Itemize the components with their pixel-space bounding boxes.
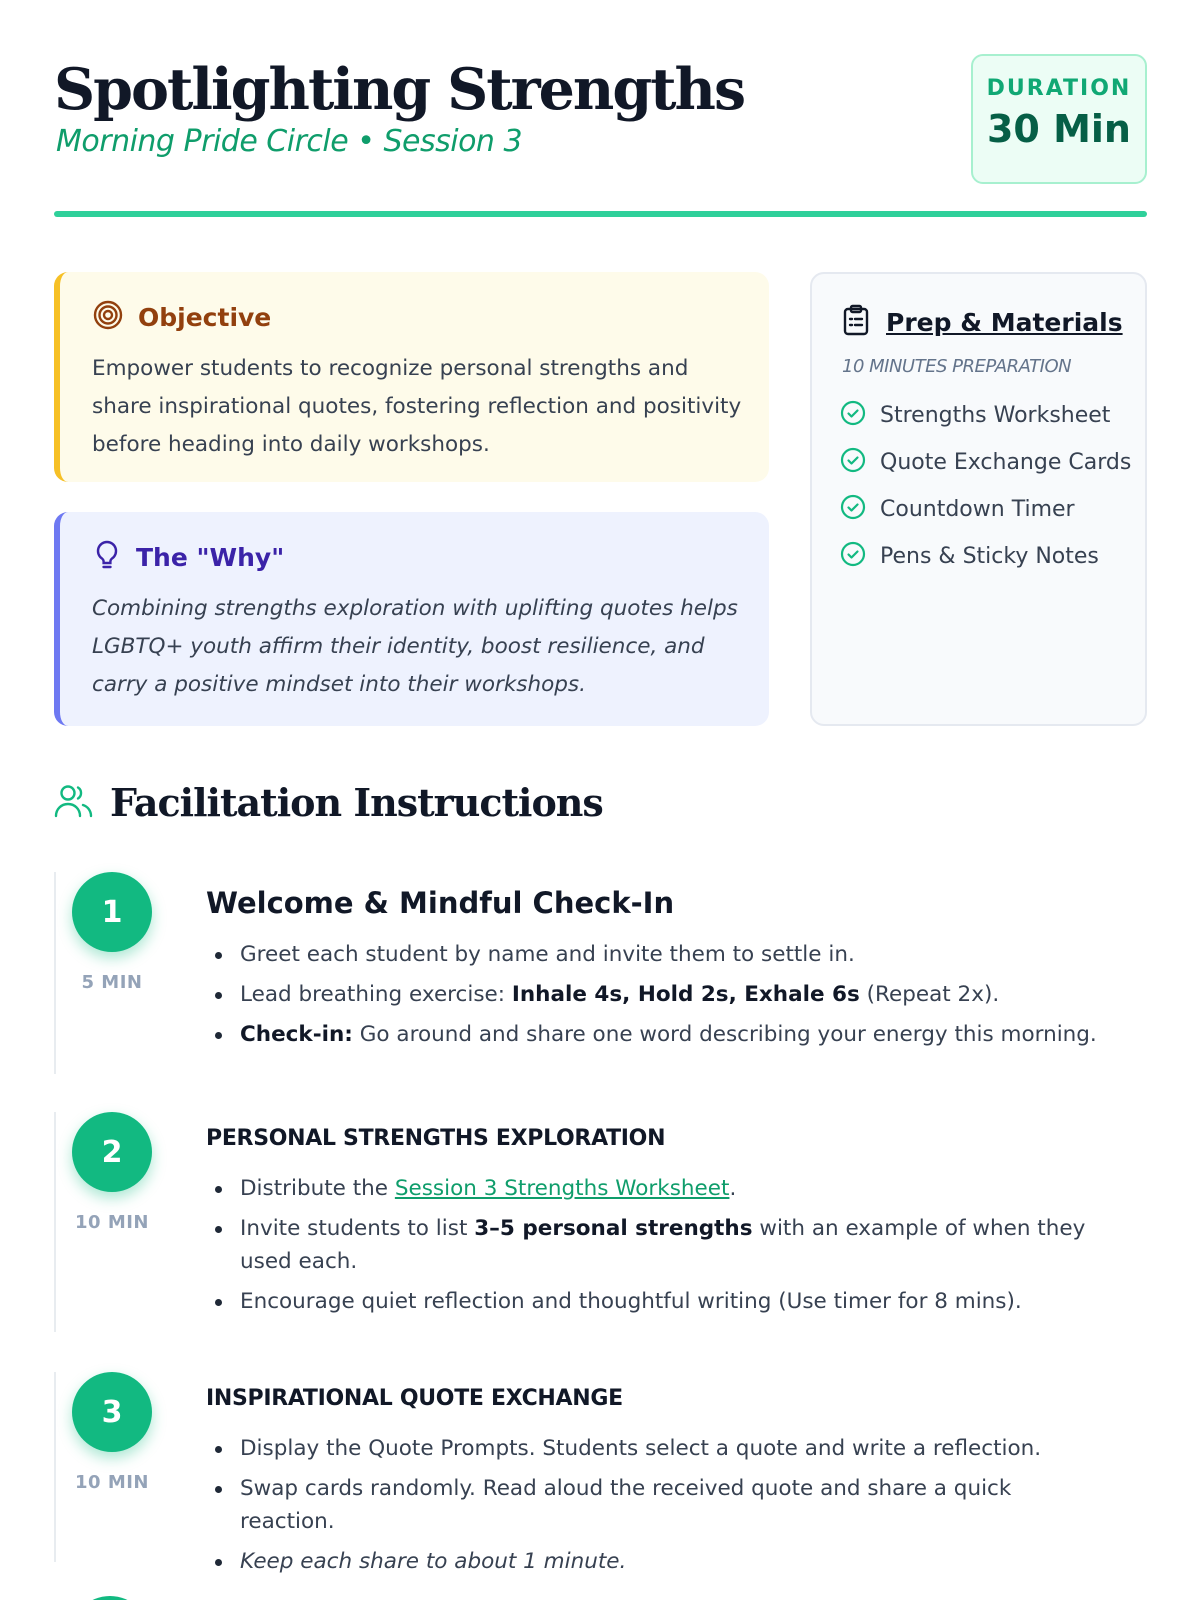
step-title: INSPIRATIONAL QUOTE EXCHANGE (206, 1386, 623, 1411)
list-item: Encourage quiet reflection and thoughtful writing (Use timer for 8 mins). (206, 1285, 1106, 1318)
step-3 (54, 1372, 1147, 1574)
list-item: Swap cards randomly. Read aloud the received quote and share a quick reaction. (206, 1472, 1106, 1538)
facilitation-heading-row (54, 780, 603, 825)
prep-subheading: 10 MINUTES PREPARATION (842, 356, 1072, 377)
prep-materials-card (810, 272, 1147, 726)
prep-item-label: Pens & Sticky Notes (880, 544, 1099, 569)
prep-heading[interactable]: Prep & Materials (886, 307, 1123, 337)
check-circle-icon (840, 400, 866, 432)
step-duration: 10 MIN (75, 1212, 149, 1233)
section-title: Facilitation Instructions (110, 780, 603, 825)
step-duration: 10 MIN (75, 1472, 149, 1493)
list-item: Invite students to list 3–5 personal strengths with an example of when they used each. (206, 1212, 1106, 1278)
list-item (840, 439, 1131, 486)
prep-header (842, 304, 1123, 340)
list-item: Keep each share to about 1 minute. (206, 1545, 1106, 1578)
users-icon (54, 783, 94, 823)
step-1 (54, 872, 1147, 1074)
list-item: Greet each student by name and invite them to settle in. (206, 938, 1106, 971)
check-circle-icon (840, 494, 866, 526)
step-bullets (206, 1432, 1106, 1585)
header-divider (54, 211, 1147, 217)
objective-header (92, 299, 271, 335)
step-bullets (206, 938, 1106, 1058)
why-card (54, 512, 769, 726)
objective-text: Empower students to recognize personal strengths and share inspirational quotes, fostering reflection and positivity before heading into daily workshops. (92, 356, 742, 457)
check-circle-icon (840, 541, 866, 573)
clipboard-icon (842, 304, 870, 340)
list-item (840, 533, 1131, 580)
step-2 (54, 1112, 1147, 1332)
target-icon (92, 299, 124, 335)
list-item: Display the Quote Prompts. Students select a quote and write a reflection. (206, 1432, 1106, 1465)
list-item: Lead breathing exercise: Inhale 4s, Hold 2s, Exhale 6s (Repeat 2x). (206, 978, 1106, 1011)
prep-item-label: Strengths Worksheet (880, 403, 1111, 428)
why-header (92, 539, 284, 575)
step-title: Welcome & Mindful Check-In (206, 886, 675, 920)
duration-value: 30 Min (986, 107, 1131, 151)
lightbulb-icon (92, 539, 122, 575)
page-header (54, 50, 1147, 218)
step-number-badge: 3 (72, 1372, 152, 1452)
list-item: Check-in: Go around and share one word describing your energy this morning. (206, 1018, 1106, 1051)
prep-item-label: Countdown Timer (880, 497, 1075, 522)
objective-heading: Objective (138, 302, 272, 332)
step-duration: 5 MIN (81, 972, 143, 993)
prep-item-label: Quote Exchange Cards (880, 450, 1132, 475)
list-item (840, 392, 1131, 439)
objective-card (54, 272, 769, 482)
page-subtitle: Morning Pride Circle • Session 3 (56, 124, 523, 159)
page-title: Spotlighting Strengths (54, 56, 745, 123)
step-number-badge: 1 (72, 872, 152, 952)
why-text: Combining strengths exploration with uplifting quotes helps LGBTQ+ youth affirm their identity, boost resilience, and carry a positive mindset into their workshops. (92, 596, 738, 697)
list-item: Distribute the Session 3 Strengths Worksheet. (206, 1172, 1106, 1205)
step-number-badge: 2 (72, 1112, 152, 1192)
step-title: PERSONAL STRENGTHS EXPLORATION (206, 1126, 666, 1151)
check-circle-icon (840, 447, 866, 479)
duration-label: DURATION (986, 76, 1132, 101)
prep-list (840, 392, 1131, 580)
why-heading: The "Why" (136, 542, 285, 572)
worksheet-link[interactable]: Session 3 Strengths Worksheet (394, 1176, 730, 1201)
step-bullets (206, 1172, 1106, 1325)
duration-box (971, 54, 1147, 184)
next-step-badge (70, 1596, 150, 1600)
list-item (840, 486, 1131, 533)
